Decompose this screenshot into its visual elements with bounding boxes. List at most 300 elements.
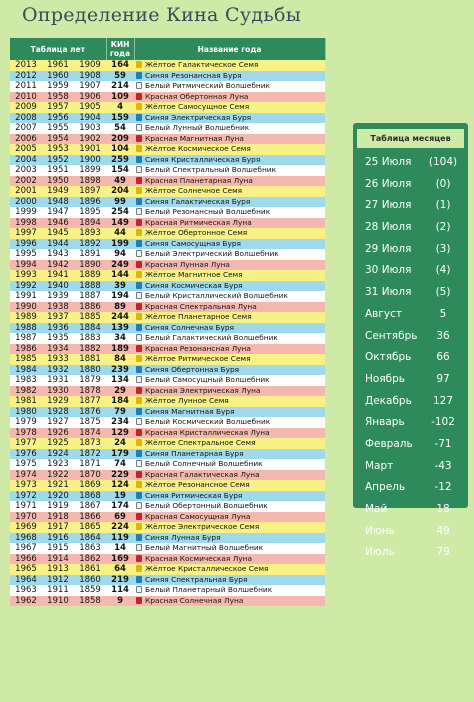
- year-cell: 2001: [10, 186, 42, 197]
- year-cell: 1863: [74, 543, 106, 554]
- year-name: Белый Спектральный Волшебник: [145, 165, 277, 174]
- glyph-icon: [136, 523, 142, 530]
- year-name: Жёлтое Резонансное Семя: [145, 480, 250, 489]
- year-cell: 1980: [10, 407, 42, 418]
- year-cell: 2008: [10, 113, 42, 124]
- glyph-icon: [136, 61, 142, 68]
- year-row: [10, 291, 325, 302]
- year-name: Жёлтое Лунное Семя: [145, 396, 229, 405]
- glyph-icon: [136, 166, 142, 173]
- kin-cell: 19: [106, 491, 134, 502]
- year-cell: 1957: [42, 102, 74, 113]
- years-header: Таблица лет: [10, 38, 106, 60]
- year-cell: 1995: [10, 249, 42, 260]
- glyph-icon: [136, 565, 142, 572]
- month-value: 79: [436, 546, 450, 559]
- glyph-icon: [136, 492, 142, 499]
- kin-cell: 104: [106, 144, 134, 155]
- month-row: [353, 152, 468, 174]
- year-row: [10, 564, 325, 575]
- glyph-icon: [136, 219, 142, 226]
- kin-cell: 4: [106, 102, 134, 113]
- kin-cell: 89: [106, 302, 134, 313]
- year-row: [10, 449, 325, 460]
- year-row: [10, 186, 325, 197]
- year-row: [10, 134, 325, 145]
- glyph-icon: [136, 355, 142, 362]
- glyph-icon: [136, 324, 142, 331]
- year-cell: 1958: [42, 92, 74, 103]
- year-cell: 1884: [74, 323, 106, 334]
- year-row: [10, 281, 325, 292]
- year-cell: 1924: [42, 449, 74, 460]
- year-cell: 1986: [10, 344, 42, 355]
- kin-cell: 29: [106, 386, 134, 397]
- year-row: [10, 197, 325, 208]
- year-name: Жёлтое Космическое Семя: [145, 144, 251, 153]
- year-cell: 1888: [74, 281, 106, 292]
- year-cell: 1870: [74, 470, 106, 481]
- glyph-icon: [136, 555, 142, 562]
- kin-cell: 194: [106, 291, 134, 302]
- year-cell: 1887: [74, 291, 106, 302]
- year-cell: 2011: [10, 81, 42, 92]
- kin-cell: 234: [106, 417, 134, 428]
- year-name-cell: [134, 123, 325, 134]
- year-name-cell: [134, 60, 325, 71]
- year-cell: 2010: [10, 92, 42, 103]
- year-name: Красная Спектральная Луна: [145, 301, 257, 311]
- year-row: [10, 123, 325, 134]
- year-name-cell: [134, 354, 325, 365]
- month-row: [353, 260, 468, 282]
- year-cell: 1973: [10, 480, 42, 491]
- kin-cell: 244: [106, 312, 134, 323]
- year-name-cell: [134, 218, 325, 229]
- year-name: Синяя Кристаллическая Буря: [145, 154, 261, 164]
- year-cell: 1970: [10, 512, 42, 523]
- year-name: Красная Космическая Луна: [145, 553, 252, 563]
- year-cell: 1997: [10, 228, 42, 239]
- name-header: Название года: [134, 38, 325, 60]
- year-cell: 2004: [10, 155, 42, 166]
- year-cell: 1992: [10, 281, 42, 292]
- month-label: Август: [365, 307, 402, 320]
- year-cell: 1936: [42, 323, 74, 334]
- kin-cell: 154: [106, 165, 134, 176]
- year-cell: 1998: [10, 218, 42, 229]
- month-value: -71: [434, 437, 452, 450]
- month-row: [353, 195, 468, 217]
- year-cell: 1994: [10, 260, 42, 271]
- year-name: Красная Самосущная Луна: [145, 511, 251, 521]
- glyph-icon: [136, 208, 142, 215]
- year-cell: 1917: [42, 522, 74, 533]
- year-cell: 1932: [42, 365, 74, 376]
- year-cell: 1982: [10, 386, 42, 397]
- year-name-cell: [134, 270, 325, 281]
- month-row: [353, 456, 468, 478]
- year-cell: 1954: [42, 134, 74, 145]
- year-name-cell: [134, 386, 325, 397]
- year-name: Жёлтое Ритмическое Семя: [145, 354, 251, 363]
- kin-cell: 79: [106, 407, 134, 418]
- kin-cell: 39: [106, 281, 134, 292]
- year-cell: 1984: [10, 365, 42, 376]
- year-cell: 1964: [10, 575, 42, 586]
- year-name: Красная Кристаллическая Луна: [145, 427, 270, 437]
- year-name: Жёлтое Солнечное Семя: [145, 186, 243, 195]
- year-cell: 1926: [42, 428, 74, 439]
- month-row: [353, 499, 468, 521]
- year-cell: 1905: [74, 102, 106, 113]
- year-cell: 1988: [10, 323, 42, 334]
- kin-cell: 54: [106, 123, 134, 134]
- glyph-icon: [136, 271, 142, 278]
- year-row: [10, 354, 325, 365]
- year-row: [10, 407, 325, 418]
- month-value: -12: [434, 481, 452, 494]
- year-cell: 1894: [74, 218, 106, 229]
- years-table-header: [10, 38, 325, 60]
- year-cell: 1933: [42, 354, 74, 365]
- kin-cell: 114: [106, 585, 134, 596]
- kin-cell: 84: [106, 354, 134, 365]
- year-cell: 1999: [10, 207, 42, 218]
- year-cell: 1872: [74, 449, 106, 460]
- year-row: [10, 92, 325, 103]
- glyph-icon: [136, 334, 142, 341]
- year-cell: 1935: [42, 333, 74, 344]
- year-name-cell: [134, 575, 325, 586]
- year-cell: 1945: [42, 228, 74, 239]
- year-cell: 1875: [74, 417, 106, 428]
- kin-cell: 259: [106, 155, 134, 166]
- year-cell: 1864: [74, 533, 106, 544]
- year-row: [10, 554, 325, 565]
- year-cell: 1869: [74, 480, 106, 491]
- month-value: -102: [431, 416, 455, 429]
- year-cell: 1878: [74, 386, 106, 397]
- year-name-cell: [134, 291, 325, 302]
- year-name: Белый Космический Волшебник: [145, 417, 271, 426]
- month-label: Декабрь: [365, 394, 412, 407]
- year-cell: 1942: [42, 260, 74, 271]
- year-cell: 1895: [74, 207, 106, 218]
- year-cell: 1893: [74, 228, 106, 239]
- year-cell: 1962: [10, 596, 42, 607]
- year-name-cell: [134, 113, 325, 124]
- kin-cell: 149: [106, 218, 134, 229]
- year-name-cell: [134, 207, 325, 218]
- year-cell: 1912: [42, 575, 74, 586]
- glyph-icon: [136, 366, 142, 373]
- year-cell: 1955: [42, 123, 74, 134]
- year-cell: 1916: [42, 533, 74, 544]
- year-name: Синяя Самосущная Буря: [145, 238, 241, 248]
- year-cell: 1927: [42, 417, 74, 428]
- year-cell: 1941: [42, 270, 74, 281]
- year-name-cell: [134, 344, 325, 355]
- kin-cell: 49: [106, 176, 134, 187]
- year-name: Синяя Солнечная Буря: [145, 322, 234, 332]
- year-cell: 1919: [42, 501, 74, 512]
- year-cell: 1880: [74, 365, 106, 376]
- kin-cell: 129: [106, 428, 134, 439]
- year-name: Красная Резонансная Луна: [145, 343, 251, 353]
- year-cell: 2003: [10, 165, 42, 176]
- year-name: Красная Магнитная Луна: [145, 133, 244, 143]
- year-row: [10, 239, 325, 250]
- year-name: Красная Лунная Луна: [145, 259, 230, 269]
- glyph-icon: [136, 502, 142, 509]
- year-cell: 1971: [10, 501, 42, 512]
- year-name: Красная Галактическая Луна: [145, 469, 260, 479]
- month-label: Июль: [365, 546, 395, 559]
- year-name-cell: [134, 428, 325, 439]
- year-name: Жёлтое Электрическое Семя: [145, 522, 260, 531]
- year-cell: 1953: [42, 144, 74, 155]
- year-cell: 2009: [10, 102, 42, 113]
- year-cell: 1859: [74, 585, 106, 596]
- year-cell: 2012: [10, 71, 42, 82]
- year-cell: 1862: [74, 554, 106, 565]
- glyph-icon: [136, 387, 142, 394]
- year-name-cell: [134, 449, 325, 460]
- month-label: Сентябрь: [365, 329, 418, 342]
- year-cell: 1899: [74, 165, 106, 176]
- year-cell: 1989: [10, 312, 42, 323]
- month-row: [353, 434, 468, 456]
- year-name: Жёлтое Обертонное Семя: [145, 228, 248, 237]
- year-cell: 1940: [42, 281, 74, 292]
- year-row: [10, 428, 325, 439]
- year-cell: 1896: [74, 197, 106, 208]
- year-row: [10, 417, 325, 428]
- kin-cell: 109: [106, 92, 134, 103]
- year-row: [10, 218, 325, 229]
- year-row: [10, 470, 325, 481]
- kin-cell: 34: [106, 333, 134, 344]
- kin-cell: 44: [106, 228, 134, 239]
- month-value: 97: [436, 372, 450, 385]
- year-cell: 1950: [42, 176, 74, 187]
- year-cell: 1949: [42, 186, 74, 197]
- year-cell: 1968: [10, 533, 42, 544]
- year-name-cell: [134, 501, 325, 512]
- year-cell: 1882: [74, 344, 106, 355]
- year-name: Синяя Электрическая Буря: [145, 112, 252, 122]
- year-cell: 1960: [42, 71, 74, 82]
- year-cell: 1867: [74, 501, 106, 512]
- year-cell: 2006: [10, 134, 42, 145]
- year-row: [10, 333, 325, 344]
- year-cell: 1879: [74, 375, 106, 386]
- year-cell: 1908: [74, 71, 106, 82]
- month-label: 28 Июля: [365, 221, 412, 234]
- year-cell: 1947: [42, 207, 74, 218]
- year-row: [10, 396, 325, 407]
- year-name-cell: [134, 92, 325, 103]
- month-row: [353, 239, 468, 261]
- year-cell: 2007: [10, 123, 42, 134]
- year-cell: 1886: [74, 302, 106, 313]
- year-row: [10, 113, 325, 124]
- month-label: Июнь: [365, 524, 395, 537]
- kin-cell: 99: [106, 197, 134, 208]
- year-cell: 1967: [10, 543, 42, 554]
- year-cell: 1938: [42, 302, 74, 313]
- year-cell: 1956: [42, 113, 74, 124]
- year-name: Жёлтое Спектральное Семя: [145, 438, 256, 447]
- year-row: [10, 302, 325, 313]
- year-row: [10, 543, 325, 554]
- year-name-cell: [134, 533, 325, 544]
- year-row: [10, 71, 325, 82]
- kin-cell: 24: [106, 438, 134, 449]
- year-name-cell: [134, 512, 325, 523]
- year-cell: 1913: [42, 564, 74, 575]
- kin-cell: 219: [106, 575, 134, 586]
- year-name-cell: [134, 134, 325, 145]
- year-cell: 1969: [10, 522, 42, 533]
- year-row: [10, 438, 325, 449]
- months-header: Таблица месяцев: [357, 129, 464, 148]
- year-cell: 1925: [42, 438, 74, 449]
- year-name-cell: [134, 239, 325, 250]
- year-cell: 1866: [74, 512, 106, 523]
- year-name-cell: [134, 176, 325, 187]
- year-cell: 1921: [42, 480, 74, 491]
- year-cell: 1983: [10, 375, 42, 386]
- year-row: [10, 260, 325, 271]
- glyph-icon: [136, 576, 142, 583]
- glyph-icon: [136, 145, 142, 152]
- year-name-cell: [134, 407, 325, 418]
- year-cell: 1873: [74, 438, 106, 449]
- year-name-cell: [134, 564, 325, 575]
- month-row: [353, 521, 468, 543]
- year-name-cell: [134, 459, 325, 470]
- year-cell: 1876: [74, 407, 106, 418]
- year-name: Жёлтое Кристаллическое Семя: [145, 564, 269, 573]
- glyph-icon: [136, 156, 142, 163]
- glyph-icon: [136, 376, 142, 383]
- glyph-icon: [136, 187, 142, 194]
- year-name-cell: [134, 102, 325, 113]
- year-cell: 1937: [42, 312, 74, 323]
- year-cell: 1877: [74, 396, 106, 407]
- year-cell: 1889: [74, 270, 106, 281]
- year-name: Синяя Лунная Буря: [145, 532, 221, 542]
- year-cell: 1906: [74, 92, 106, 103]
- month-label: Январь: [365, 416, 405, 429]
- month-label: Октябрь: [365, 351, 412, 364]
- glyph-icon: [136, 292, 142, 299]
- year-cell: 1861: [74, 564, 106, 575]
- month-label: 29 Июля: [365, 242, 412, 255]
- year-cell: 1996: [10, 239, 42, 250]
- month-label: 27 Июля: [365, 199, 412, 212]
- year-name: Белый Кристаллический Волшебник: [145, 291, 288, 300]
- year-name: Белый Ритмический Волшебник: [145, 81, 270, 90]
- kin-cell: 14: [106, 543, 134, 554]
- month-value: -43: [434, 459, 452, 472]
- kin-header: КИН года: [106, 38, 134, 60]
- year-cell: 1909: [74, 60, 106, 71]
- year-name-cell: [134, 249, 325, 260]
- year-row: [10, 323, 325, 334]
- year-cell: 1991: [10, 291, 42, 302]
- glyph-icon: [136, 586, 142, 593]
- year-cell: 1900: [74, 155, 106, 166]
- year-cell: 1897: [74, 186, 106, 197]
- month-label: 30 Июля: [365, 264, 412, 277]
- year-name-cell: [134, 155, 325, 166]
- year-row: [10, 344, 325, 355]
- kin-cell: 94: [106, 249, 134, 260]
- month-row: [353, 174, 468, 196]
- month-row: [353, 347, 468, 369]
- year-cell: 1974: [10, 470, 42, 481]
- month-value: 5: [439, 307, 447, 320]
- month-value: (104): [428, 156, 458, 168]
- year-name: Жёлтое Магнитное Семя: [145, 270, 243, 279]
- year-name-cell: [134, 491, 325, 502]
- kin-cell: 214: [106, 81, 134, 92]
- glyph-icon: [136, 303, 142, 310]
- month-row: [353, 217, 468, 239]
- year-cell: 1981: [10, 396, 42, 407]
- year-name-cell: [134, 281, 325, 292]
- year-cell: 1910: [42, 596, 74, 607]
- year-name: Синяя Планетарная Буря: [145, 448, 244, 458]
- glyph-icon: [136, 481, 142, 488]
- kin-cell: 119: [106, 533, 134, 544]
- month-label: Ноябрь: [365, 372, 405, 385]
- month-value: 18: [436, 503, 450, 515]
- kin-cell: 199: [106, 239, 134, 250]
- month-row: [353, 326, 468, 348]
- glyph-icon: [136, 471, 142, 478]
- glyph-icon: [136, 513, 142, 520]
- glyph-icon: [136, 198, 142, 205]
- year-name-cell: [134, 260, 325, 271]
- year-name-cell: [134, 417, 325, 428]
- year-cell: 1904: [74, 113, 106, 124]
- year-name: Жёлтое Планетарное Семя: [145, 312, 252, 321]
- years-table: [10, 38, 326, 606]
- year-cell: 1987: [10, 333, 42, 344]
- year-cell: 1918: [42, 512, 74, 523]
- year-cell: 1943: [42, 249, 74, 260]
- month-value: (0): [435, 177, 451, 190]
- year-row: [10, 176, 325, 187]
- year-name-cell: [134, 197, 325, 208]
- kin-cell: 59: [106, 71, 134, 82]
- year-cell: 2000: [10, 197, 42, 208]
- month-label: Март: [365, 459, 394, 472]
- year-name: Белый Галактический Волшебник: [145, 333, 278, 342]
- year-row: [10, 81, 325, 92]
- year-name: Жёлтое Галактическое Семя: [145, 60, 259, 69]
- year-name-cell: [134, 470, 325, 481]
- kin-cell: 249: [106, 260, 134, 271]
- year-cell: 1901: [74, 144, 106, 155]
- kin-cell: 224: [106, 522, 134, 533]
- year-name: Синяя Галактическая Буря: [145, 196, 251, 206]
- year-name-cell: [134, 323, 325, 334]
